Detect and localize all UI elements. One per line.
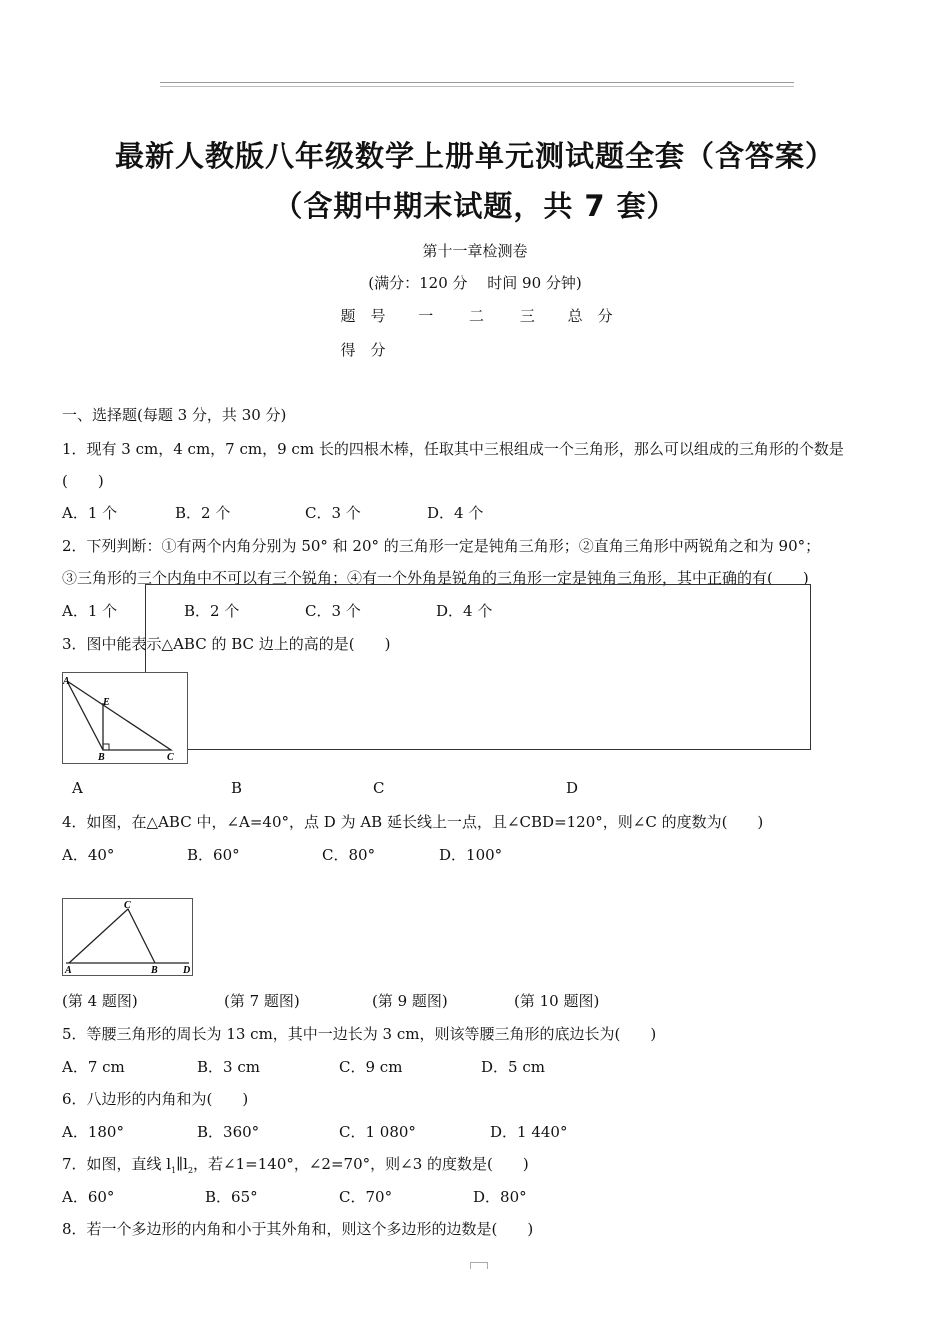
q3-option-c: C [373,779,385,797]
q1-option-c: C．3 个 [305,504,361,522]
q4-label-b: B [151,965,158,975]
question-1-blank: ( ) [62,472,104,490]
section-heading: 一、选择题(每题 3 分，共 30 分) [62,406,287,424]
header-rule [160,82,794,87]
q1-option-d: D．4 个 [427,504,484,522]
q4-triangle-diagram [63,899,192,975]
question-6-text: 6．八边形的内角和为( ) [62,1090,249,1108]
q4-label-a: A [65,965,72,975]
q4-option-a: A．40° [62,846,115,864]
q5-option-d: D．5 cm [481,1058,545,1076]
q7-text-c: ，若∠1=140°，∠2=70°，则∠3 的度数是( ) [193,1155,529,1173]
q6-option-d: D．1 440° [490,1123,568,1141]
q3-option-d: D [566,779,579,797]
q3-figure [62,672,188,764]
score-header-3: 三 [519,307,535,325]
q2-option-b: B．2 个 [184,602,240,620]
question-7-text [62,1153,529,1175]
q7-option-d: D．80° [473,1188,527,1206]
q3-label-e: E [103,697,110,708]
question-3-text: 3．图中能表示△ABC 的 BC 边上的高的是( ) [62,635,391,653]
question-2-text-2: ③三角形的三个内角中不可以有三个锐角；④有一个外角是锐角的三角形一定是钝角三角形，其中正确的有( ) [62,569,809,587]
question-2-text-1: 2．下列判断：①有两个内角分别为 50° 和 20° 的三角形一定是钝角三角形；②直角三角形中两锐角之和为 90°； [62,537,821,555]
score-header-2: 二 [469,307,485,325]
caption-q10: (第 10 题图) [514,992,600,1010]
q1-option-a: A．1 个 [62,504,118,522]
q3-option-a: A [72,779,83,797]
q5-option-b: B．3 cm [197,1058,260,1076]
q7-subscript-2: 2 [187,1166,194,1175]
q7-option-a: A．60° [62,1188,115,1206]
q2-option-a: A．1 个 [62,602,118,620]
q2-option-d: D．4 个 [436,602,493,620]
q6-option-c: C．1 080° [339,1123,416,1141]
q7-option-b: B．65° [205,1188,258,1206]
q7-text-b: ∥l [176,1155,188,1173]
caption-q9: (第 9 题图) [372,992,448,1010]
q4-figure [62,898,193,976]
question-1-text: 1．现有 3 cm，4 cm，7 cm，9 cm 长的四根木棒，任取其中三根组成一个三角形，那么可以组成的三角形的个数是 [62,440,844,458]
score-table-header [328,305,625,326]
exam-info: (满分：120 分 时间 90 分钟) [368,274,582,292]
question-8-text: 8．若一个多边形的内角和小于其外角和，则这个多边形的边数是( ) [62,1220,534,1238]
score-row-label: 得 分 [340,341,386,359]
score-table-row [328,339,398,360]
question-4-text: 4．如图，在△ABC 中，∠A=40°，点 D 为 AB 延长线上一点，且∠CBD=120°，则∠C 的度数为( ) [62,813,764,831]
q4-option-d: D．100° [439,846,503,864]
chapter-title: 第十一章检测卷 [422,242,528,260]
score-header-label: 题 号 [340,307,386,325]
q7-option-c: C．70° [339,1188,393,1206]
question-5-text: 5．等腰三角形的周长为 13 cm，其中一边长为 3 cm，则该等腰三角形的底边长为( ) [62,1025,657,1043]
caption-q7: (第 7 题图) [224,992,300,1010]
q6-option-b: B．360° [197,1123,260,1141]
score-header-total: 总 分 [567,307,613,325]
q7-text-a: 7．如图，直线 l [62,1155,172,1173]
q3-label-c: C [167,752,174,763]
q3-label-b: B [98,752,105,763]
q4-option-b: B．60° [187,846,240,864]
q4-option-c: C．80° [322,846,376,864]
q2-option-c: C．3 个 [305,602,361,620]
q3-triangle-diagram [63,673,187,763]
score-header-1: 一 [418,307,434,325]
q4-label-c: C [124,900,131,911]
page-marker [470,1262,488,1269]
document-subtitle: （含期中期末试题，共 7 套） [273,189,677,223]
q3-label-a: A [63,676,70,687]
q4-label-d: D [183,965,191,975]
q6-option-a: A．180° [62,1123,124,1141]
q5-option-c: C．9 cm [339,1058,403,1076]
q3-option-b: B [231,779,243,797]
q7-subscript-1: 1 [171,1166,177,1175]
q1-option-b: B．2 个 [175,504,231,522]
document-title: 最新人教版八年级数学上册单元测试题全套（含答案） [114,139,835,173]
q5-option-a: A．7 cm [62,1058,125,1076]
caption-q4: (第 4 题图) [62,992,138,1010]
